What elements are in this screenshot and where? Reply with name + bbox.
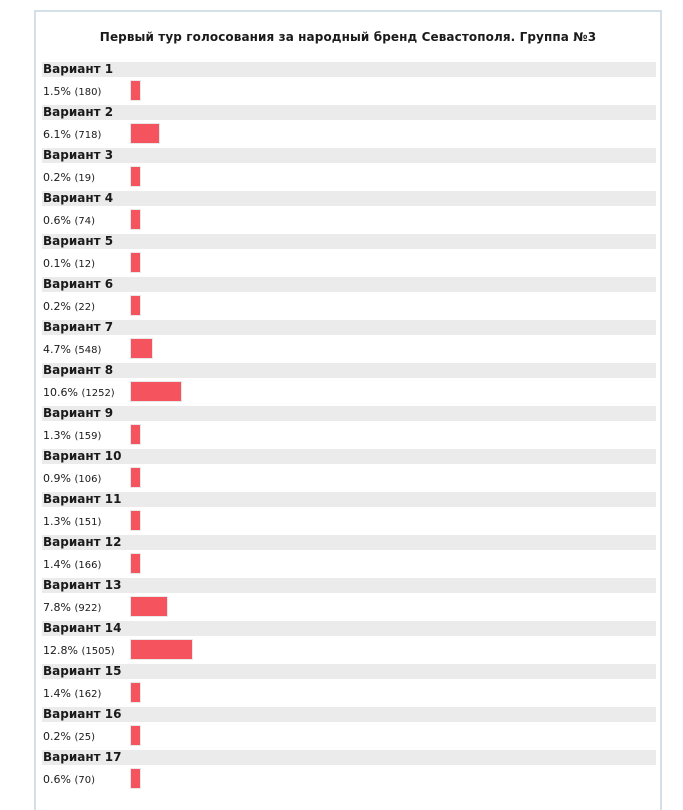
option-result-bar (130, 123, 160, 144)
option-percent: 0.2% (43, 300, 71, 313)
option-label: Вариант 17 (42, 750, 656, 765)
option-stats (42, 120, 656, 148)
poll-results-list (42, 62, 656, 793)
option-result (43, 558, 101, 572)
option-label: Вариант 2 (42, 105, 656, 120)
option-percent: 0.1% (43, 257, 71, 270)
option-vote-count: (548) (74, 345, 102, 356)
option-result-bar (130, 596, 168, 617)
option-stats (42, 163, 656, 191)
poll-option (42, 148, 656, 191)
option-result (43, 214, 95, 228)
option-label: Вариант 1 (42, 62, 656, 77)
poll-option (42, 535, 656, 578)
option-result-bar (130, 381, 182, 402)
option-result-bar (130, 166, 141, 187)
poll-option (42, 277, 656, 320)
option-result-bar (130, 252, 141, 273)
option-label: Вариант 9 (42, 406, 656, 421)
poll-option (42, 105, 656, 148)
poll-option (42, 449, 656, 492)
poll-option (42, 578, 656, 621)
option-result (43, 472, 101, 486)
option-result (43, 343, 101, 357)
option-vote-count: (180) (74, 87, 102, 98)
option-percent: 1.3% (43, 515, 71, 528)
poll-option (42, 363, 656, 406)
option-vote-count: (162) (74, 689, 102, 700)
option-result-bar (130, 553, 141, 574)
option-vote-count: (22) (74, 302, 95, 313)
option-result-bar (130, 295, 141, 316)
option-percent: 4.7% (43, 343, 71, 356)
poll-option (42, 406, 656, 449)
option-stats (42, 249, 656, 277)
option-stats (42, 550, 656, 578)
option-label: Вариант 11 (42, 492, 656, 507)
option-result-bar (130, 639, 193, 660)
poll-option (42, 492, 656, 535)
option-vote-count: (1505) (81, 646, 115, 657)
option-label: Вариант 4 (42, 191, 656, 206)
option-result-bar (130, 424, 141, 445)
poll-results-panel (34, 10, 662, 810)
option-vote-count: (106) (74, 474, 102, 485)
poll-option (42, 320, 656, 363)
option-stats (42, 206, 656, 234)
option-label: Вариант 10 (42, 449, 656, 464)
option-stats (42, 722, 656, 750)
option-result (43, 730, 95, 744)
option-percent: 1.5% (43, 85, 71, 98)
option-result-bar (130, 682, 141, 703)
option-result (43, 85, 101, 99)
option-result (43, 773, 95, 787)
option-result (43, 429, 101, 443)
poll-option (42, 621, 656, 664)
option-label: Вариант 6 (42, 277, 656, 292)
option-label: Вариант 14 (42, 621, 656, 636)
option-stats (42, 593, 656, 621)
option-vote-count: (12) (74, 259, 95, 270)
option-percent: 0.9% (43, 472, 71, 485)
option-result-bar (130, 725, 141, 746)
option-vote-count: (70) (74, 775, 95, 786)
option-stats (42, 679, 656, 707)
option-vote-count: (718) (74, 130, 102, 141)
option-stats (42, 77, 656, 105)
option-vote-count: (166) (74, 560, 102, 571)
option-label: Вариант 13 (42, 578, 656, 593)
option-label: Вариант 7 (42, 320, 656, 335)
option-label: Вариант 12 (42, 535, 656, 550)
option-result (43, 300, 95, 314)
option-result (43, 128, 101, 142)
option-stats (42, 292, 656, 320)
option-result (43, 687, 101, 701)
option-result-bar (130, 338, 153, 359)
option-percent: 1.4% (43, 687, 71, 700)
option-result-bar (130, 510, 141, 531)
option-label: Вариант 16 (42, 707, 656, 722)
option-stats (42, 636, 656, 664)
poll-option (42, 62, 656, 105)
poll-option (42, 234, 656, 277)
option-stats (42, 378, 656, 406)
option-result (43, 601, 101, 615)
option-vote-count: (19) (74, 173, 95, 184)
poll-option (42, 191, 656, 234)
option-stats (42, 464, 656, 492)
poll-option (42, 750, 656, 793)
option-result (43, 515, 101, 529)
option-vote-count: (151) (74, 517, 102, 528)
option-percent: 1.3% (43, 429, 71, 442)
poll-option (42, 707, 656, 750)
option-label: Вариант 15 (42, 664, 656, 679)
option-result-bar (130, 467, 141, 488)
option-result-bar (130, 80, 141, 101)
option-result-bar (130, 209, 141, 230)
option-label: Вариант 8 (42, 363, 656, 378)
option-label: Вариант 5 (42, 234, 656, 249)
option-result (43, 386, 115, 400)
option-percent: 0.2% (43, 730, 71, 743)
option-result-bar (130, 768, 141, 789)
option-stats (42, 335, 656, 363)
option-stats (42, 507, 656, 535)
option-percent: 1.4% (43, 558, 71, 571)
option-percent: 0.6% (43, 214, 71, 227)
option-vote-count: (1252) (81, 388, 115, 399)
option-percent: 7.8% (43, 601, 71, 614)
option-label: Вариант 3 (42, 148, 656, 163)
option-percent: 6.1% (43, 128, 71, 141)
option-vote-count: (922) (74, 603, 102, 614)
option-result (43, 644, 115, 658)
option-percent: 10.6% (43, 386, 78, 399)
poll-title: Первый тур голосования за народный бренд Севастополя. Группа №3 (99, 30, 597, 44)
option-vote-count: (25) (74, 732, 95, 743)
poll-option (42, 664, 656, 707)
option-stats (42, 421, 656, 449)
option-vote-count: (74) (74, 216, 95, 227)
option-stats (42, 765, 656, 793)
option-percent: 0.6% (43, 773, 71, 786)
option-result (43, 257, 95, 271)
option-vote-count: (159) (74, 431, 102, 442)
option-result (43, 171, 95, 185)
option-percent: 12.8% (43, 644, 78, 657)
option-percent: 0.2% (43, 171, 71, 184)
